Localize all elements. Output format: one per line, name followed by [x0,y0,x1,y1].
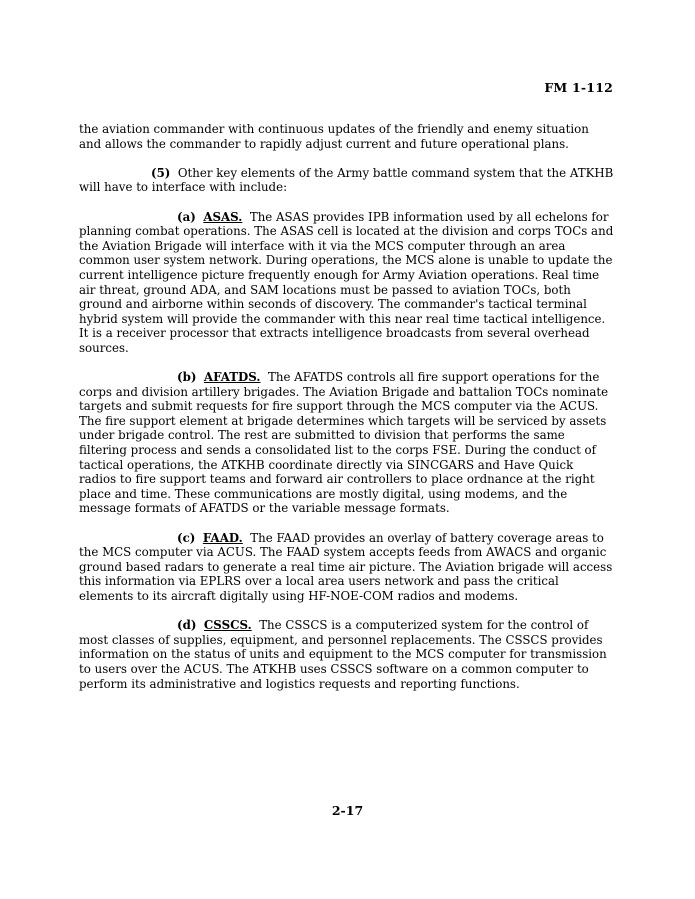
page-number: 2-17 [331,803,364,818]
subparagraph-asas [79,210,614,356]
subparagraph-title: AFATDS. [203,370,261,385]
paragraph-5 [79,166,614,195]
page-body [79,122,614,706]
subparagraph-text: The AFATDS controls all fire support operations for the corps and division artillery brigades. The Aviation Brigade and battalion TOCs nominate targets and submit requests for fire support through the MCS computer via the ACUS. The fire support element at brigade determines which targets will be serviced by assets under brigade control. The rest are submitted to division that performs the same filtering process and sends a consolidated list to the corps FSE. During the conduct of tactical operations, the ATKHB coordinate directly via SINCGARS and Have Quick radios to fire support teams and forward air controllers to place ordnance at the right place and time. These communications are mostly digital, using modems, and the message formats of AFATDS or the variable message formats. [79,370,609,516]
paragraph-5-text: Other key elements of the Army battle command system that the ATKHB will have to interface with include: [79,165,614,195]
document-id: FM 1-112 [544,80,613,95]
subparagraph-title: CSSCS. [203,618,252,633]
subparagraph-label: (b) [177,370,197,385]
subparagraph-faad [79,531,614,604]
subparagraph-text: The FAAD provides an overlay of battery coverage areas to the MCS computer via ACUS. The FAAD system accepts feeds from AWACS and organic ground based radars to generate a real time air picture. The Aviation brigade will access this information via EPLRS over a local area users network and pass the critical elements to its aircraft digitally using HF-NOE-COM radios and modems. [79,530,613,603]
subparagraph-afatds [79,370,614,516]
subparagraph-csscs [79,618,614,691]
subparagraph-label: (d) [177,618,197,633]
subparagraph-text: The ASAS provides IPB information used by all echelons for planning combat operations. The ASAS cell is located at the division and corps TOCs and the Aviation Brigade will interface with it via the MCS computer through an area common user system network. During operations, the MCS alone is unable to update the current intelligence picture frequently enough for Army Aviation operations. Real time air threat, ground ADA, and SAM locations must be passed to aviation TOCs, both ground and airborne within seconds of discovery. The commander's tactical terminal hybrid system will provide the commander with this near real time tactical intelligence. It is a receiver processor that extracts intelligence broadcasts from several overhead sources. [79,209,614,355]
subparagraph-title: ASAS. [203,209,243,224]
subparagraph-text: The CSSCS is a computerized system for the control of most classes of supplies, equipment, and personnel replacements. The CSSCS provides information on the status of units and equipment to the MCS computer for transmission to users over the ACUS. The ATKHB uses CSSCS software on a common computer to perform its administrative and logistics requests and reporting functions. [79,618,607,691]
intro-paragraph: the aviation commander with continuous updates of the friendly and enemy situation and allows the commander to rapidly adjust current and future operational plans. [79,122,589,151]
paragraph-5-number: (5) [151,165,171,180]
subparagraph-label: (c) [177,530,196,545]
subparagraph-title: FAAD. [202,530,243,545]
subparagraph-label: (a) [177,209,196,224]
